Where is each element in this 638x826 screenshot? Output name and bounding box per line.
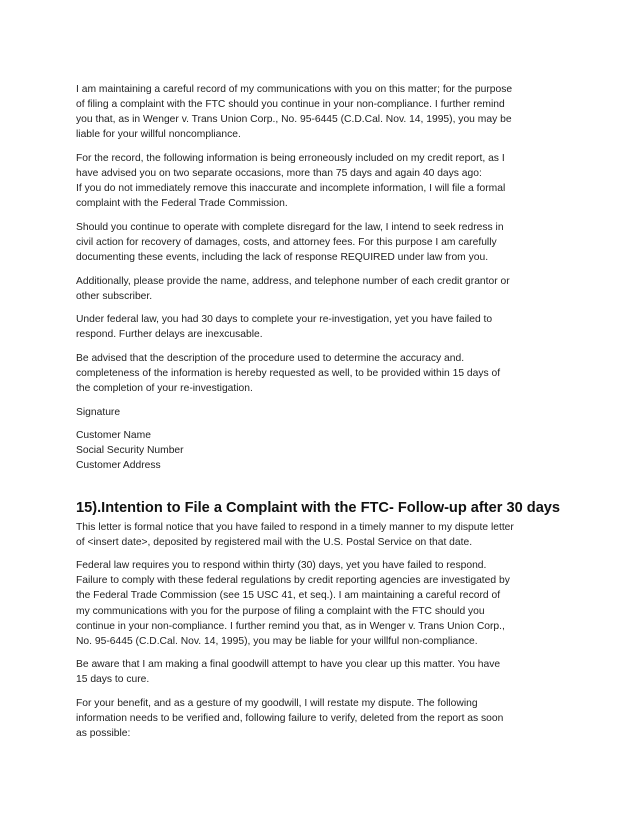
text-line: as possible:: [76, 728, 131, 740]
text-line: Be aware that I am making a final goodwill attempt to have you clear up this matter. You have: [76, 659, 501, 671]
paragraph-federal-law: [76, 312, 566, 342]
text-line: For the record, the following information is being erroneously included on my credit report, as I: [76, 152, 505, 164]
text-line: Federal law requires you to respond within thirty (30) days, yet you have failed to respond.: [76, 560, 487, 572]
text-line: the Federal Trade Commission (see 15 USC 41, et seq.). I am maintaining a careful record of: [76, 590, 501, 602]
text-line: If you do not immediately remove this inaccurate and incomplete information, I will file a formal: [76, 183, 506, 195]
paragraph-restate-dispute: [76, 696, 566, 741]
paragraph-record-warning: [76, 82, 566, 142]
text-line: continue in your non-compliance. I further remind you that, as in Wenger v. Trans Union Corp.,: [76, 620, 505, 632]
text-line: Be advised that the description of the procedure used to determine the accuracy and.: [76, 352, 465, 364]
text-line: completeness of the information is hereby requested as well, to be provided within 15 days of: [76, 368, 501, 379]
text-line: Under federal law, you had 30 days to complete your re-investigation, yet you have failed to: [76, 314, 493, 326]
text-line: For your benefit, and as a gesture of my goodwill, I will restate my dispute. The following: [76, 698, 478, 709]
paragraph-thirty-days: [76, 558, 566, 649]
text-line: complaint with the Federal Trade Commission.: [76, 198, 288, 210]
paragraph-subscriber-request: [76, 274, 566, 304]
customer-ssn: Social Security Number: [76, 445, 184, 457]
text-line: Failure to comply with these federal regulations by credit reporting agencies are investigated by: [76, 575, 510, 587]
letter-body-bottom: [76, 520, 566, 742]
text-line: I am maintaining a careful record of my communications with you on this matter; for the purpose: [76, 84, 513, 95]
signature-label: Signature: [76, 406, 121, 418]
text-line: liable for your willful noncompliance.: [76, 129, 241, 141]
text-line: civil action for recovery of damages, costs, and attorney fees. For this purpose I am carefully: [76, 236, 497, 248]
text-line: Additionally, please provide the name, address, and telephone number of each credit grantor or: [76, 275, 510, 287]
text-line: No. 95-6445 (C.D.Cal. Nov. 14, 1995), you may be liable for your willful non-compliance.: [76, 635, 478, 647]
section-heading: 15).Intention to File a Complaint with the FTC- Follow-up after 30 days: [76, 499, 561, 516]
text-line: have advised you on two separate occasions, more than 75 days and again 40 days ago:: [76, 167, 482, 179]
text-line: documenting these events, including the lack of response REQUIRED under law from you.: [76, 251, 489, 263]
letter-body-top: [76, 82, 566, 396]
paragraph-erroneous-info: [76, 151, 566, 211]
text-line: other subscriber.: [76, 290, 153, 302]
text-line: you that, as in Wenger v. Trans Union Corp., No. 95-6445 (C.D.Cal. Nov. 14, 1995), you may be: [76, 114, 512, 126]
text-line: of filing a complaint with the FTC should you continue in your non-compliance. I further remind: [76, 99, 505, 111]
paragraph-goodwill-attempt: [76, 657, 566, 687]
customer-address: Customer Address: [76, 460, 161, 472]
paragraph-civil-action: [76, 220, 566, 265]
paragraph-formal-notice: [76, 520, 566, 550]
text-line: of <insert date>, deposited by registered mail with the U.S. Postal Service on that date.: [76, 536, 473, 548]
text-line: This letter is formal notice that you have failed to respond in a timely manner to my dispute letter: [76, 521, 514, 533]
paragraph-procedure-request: [76, 351, 566, 396]
text-line: respond. Further delays are inexcusable.: [76, 329, 263, 341]
document-page: [76, 82, 566, 750]
text-line: information needs to be verified and, following failure to verify, deleted from the report as soon: [76, 713, 504, 725]
customer-details: [76, 428, 566, 473]
customer-name: Customer Name: [76, 430, 151, 442]
text-line: the completion of your re-investigation.: [76, 383, 253, 395]
text-line: 15 days to cure.: [76, 674, 150, 686]
text-line: Should you continue to operate with complete disregard for the law, I intend to seek redress in: [76, 221, 504, 233]
signature-block: [76, 405, 566, 474]
text-line: my communications with you for the purpose of filing a complaint with the FTC should you: [76, 605, 485, 617]
